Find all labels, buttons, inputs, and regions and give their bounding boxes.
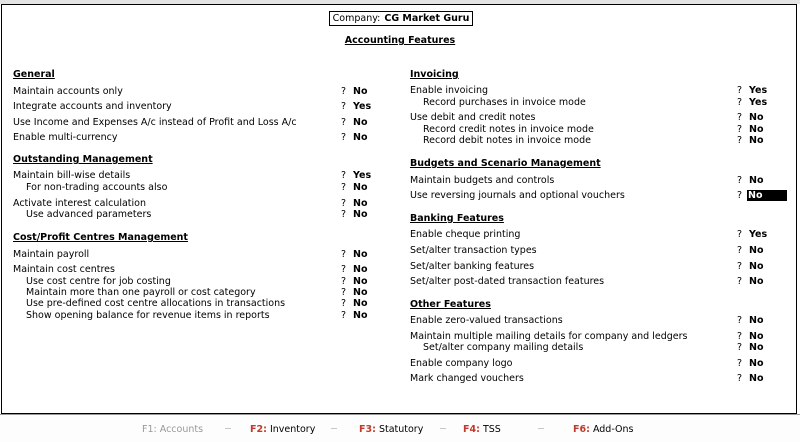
feature-label: Integrate accounts and inventory [13, 101, 172, 112]
feature-value[interactable]: No [749, 315, 764, 326]
feature-question: ? [341, 182, 347, 193]
feature-question: ? [737, 245, 743, 256]
feature-value[interactable]: No [353, 249, 368, 260]
feature-question: ? [737, 112, 743, 123]
f6-addons-button[interactable] [573, 424, 633, 435]
feature-value-selected[interactable]: No [747, 190, 787, 201]
feature-value[interactable]: No [353, 132, 368, 143]
feature-question: ? [341, 310, 347, 321]
button-bar [0, 414, 800, 442]
feature-question: ? [341, 198, 347, 209]
feature-value[interactable]: No [749, 124, 764, 135]
feature-question: ? [341, 276, 347, 287]
feature-label: Record debit notes in invoice mode [423, 135, 591, 146]
feature-question: ? [341, 298, 347, 309]
feature-label: Maintain accounts only [13, 86, 123, 97]
feature-label: Maintain payroll [13, 249, 90, 260]
f1-accounts-button[interactable] [142, 424, 203, 435]
feature-label: Enable company logo [410, 358, 513, 369]
section-cost-title: Cost/Profit Centres Management [13, 232, 188, 243]
f1-key: F1: [142, 424, 157, 435]
feature-value[interactable]: No [353, 86, 368, 97]
footer-divider [225, 428, 231, 429]
feature-value[interactable]: Yes [353, 170, 372, 181]
feature-value[interactable]: No [749, 276, 764, 287]
feature-question: ? [737, 229, 743, 240]
feature-value[interactable]: No [749, 112, 764, 123]
feature-value[interactable]: No [749, 135, 764, 146]
feature-value[interactable]: No [749, 245, 764, 256]
feature-value[interactable]: No [749, 175, 764, 186]
f4-label: TSS [482, 424, 501, 435]
feature-value[interactable]: No [749, 373, 764, 384]
feature-question: ? [341, 170, 347, 181]
feature-value[interactable]: No [353, 276, 368, 287]
feature-label: Enable zero-valued transactions [410, 315, 563, 326]
feature-value[interactable]: No [353, 117, 368, 128]
section-budgets-title: Budgets and Scenario Management [410, 158, 601, 169]
feature-question: ? [737, 373, 743, 384]
section-outstanding-title: Outstanding Management [13, 154, 153, 165]
feature-question: ? [737, 261, 743, 272]
company-box [329, 11, 473, 26]
feature-label: Maintain cost centres [13, 264, 115, 275]
feature-question: ? [341, 209, 347, 220]
feature-value[interactable]: No [353, 182, 368, 193]
f2-label: Inventory [269, 424, 316, 435]
feature-value[interactable]: No [353, 198, 368, 209]
feature-label: Maintain multiple mailing details for company and ledgers [410, 331, 688, 342]
feature-value[interactable]: Yes [353, 101, 372, 112]
feature-question: ? [737, 358, 743, 369]
feature-question: ? [341, 249, 347, 260]
f6-label: Add-Ons [592, 424, 634, 435]
f4-tss-button[interactable] [463, 424, 501, 435]
feature-question: ? [737, 135, 743, 146]
section-banking-title: Banking Features [410, 213, 504, 224]
f1-label: Accounts [159, 424, 204, 435]
feature-question: ? [737, 276, 743, 287]
feature-label: Mark changed vouchers [410, 373, 524, 384]
feature-label: Maintain bill-wise details [13, 170, 131, 181]
page-title: Accounting Features [344, 35, 456, 46]
feature-question: ? [341, 287, 347, 298]
feature-label: Enable invoicing [410, 85, 489, 96]
feature-question: ? [737, 315, 743, 326]
feature-label: Use pre-defined cost centre allocations in transactions [26, 298, 286, 309]
company-name: CG Market Guru [384, 13, 470, 24]
feature-label: Set/alter banking features [410, 261, 535, 272]
footer-divider [538, 428, 544, 429]
feature-question: ? [737, 85, 743, 96]
feature-value[interactable]: No [749, 342, 764, 353]
feature-label: Set/alter post-dated transaction features [410, 276, 605, 287]
feature-question: ? [737, 175, 743, 186]
feature-question: ? [737, 97, 743, 108]
feature-label: Maintain budgets and controls [410, 175, 555, 186]
feature-question: ? [737, 190, 743, 201]
feature-question: ? [341, 264, 347, 275]
feature-value[interactable]: No [353, 209, 368, 220]
feature-question: ? [737, 342, 743, 353]
footer-divider [331, 428, 337, 429]
feature-question: ? [737, 124, 743, 135]
feature-question: ? [341, 86, 347, 97]
feature-label: Use debit and credit notes [410, 112, 536, 123]
section-general-title: General [13, 69, 55, 80]
feature-value[interactable]: No [749, 331, 764, 342]
f3-label: Statutory [378, 424, 424, 435]
feature-label: Use cost centre for job costing [26, 276, 171, 287]
feature-value[interactable]: No [749, 261, 764, 272]
feature-question: ? [737, 331, 743, 342]
feature-question: ? [341, 117, 347, 128]
feature-value[interactable]: No [353, 298, 368, 309]
f4-key: F4: [463, 424, 480, 435]
feature-value[interactable]: No [353, 310, 368, 321]
feature-value[interactable]: No [353, 264, 368, 275]
feature-label: Enable cheque printing [410, 229, 521, 240]
feature-value[interactable]: No [353, 287, 368, 298]
footer-divider [440, 428, 446, 429]
feature-question: ? [341, 132, 347, 143]
f3-statutory-button[interactable] [359, 424, 423, 435]
feature-label: Show opening balance for revenue items in reports [26, 310, 270, 321]
accounting-features-panel [1, 4, 797, 414]
f2-inventory-button[interactable] [250, 424, 315, 435]
f3-key: F3: [359, 424, 376, 435]
feature-value[interactable]: Yes [749, 97, 768, 108]
section-invoicing-title: Invoicing [410, 69, 459, 80]
feature-label: Use reversing journals and optional vouchers [410, 190, 625, 201]
feature-label: Set/alter company mailing details [423, 342, 584, 353]
feature-value[interactable]: Yes [749, 85, 768, 96]
section-other-title: Other Features [410, 299, 491, 310]
feature-label: Activate interest calculation [13, 198, 147, 209]
f6-key: F6: [573, 424, 590, 435]
feature-label: Enable multi-currency [13, 132, 118, 143]
company-label: Company: [332, 13, 381, 24]
feature-label: Record credit notes in invoice mode [423, 124, 594, 135]
feature-label: Maintain more than one payroll or cost category [26, 287, 256, 298]
feature-value[interactable]: No [749, 358, 764, 369]
feature-label: Use advanced parameters [26, 209, 152, 220]
f2-key: F2: [250, 424, 267, 435]
feature-label: Use Income and Expenses A/c instead of Profit and Loss A/c [13, 117, 297, 128]
feature-label: For non-trading accounts also [26, 182, 168, 193]
feature-question: ? [341, 101, 347, 112]
feature-label: Set/alter transaction types [410, 245, 537, 256]
feature-label: Record purchases in invoice mode [423, 97, 586, 108]
feature-value[interactable]: Yes [749, 229, 768, 240]
